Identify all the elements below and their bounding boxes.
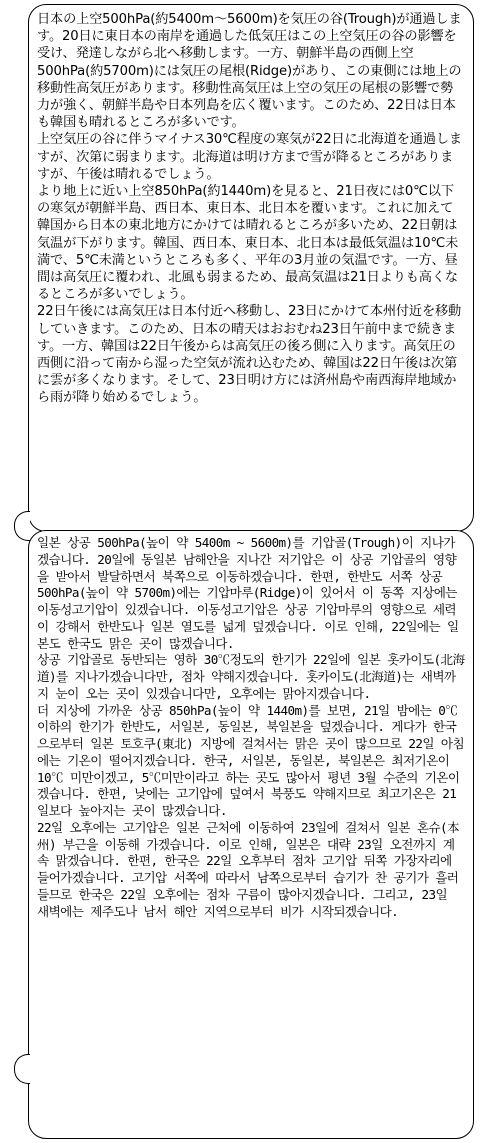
japanese-paragraph-2: 上空気圧の谷に伴うマイナス30℃程度の寒気が22日に北海道を通過しますが、次第に弱まります。北海道は明け方まで雪が降るところがありますが、午後は晴れるでしょう。 xyxy=(37,132,462,182)
korean-text-panel xyxy=(28,530,474,1139)
japanese-paragraph-3: より地上に近い上空850hPa(約1440m)を見ると、21日夜には0℃以下の寒気が朝鮮半島、西日本、東日本、北日本を覆います。これに加えて韓国から日本の東北地方にかけては晴れるところが多いため、22日朝は気温が下がります。韓国、西日本、東日本、北日本は最低気温は10℃未満で、5℃未満というところも多く、平年の3月並の気温です。一方、昼間は高気圧に覆われ、北風も弱まるため、最高気温は21日よりも高くなるところが多いでしょう。 xyxy=(37,184,459,303)
korean-paragraph-4: 22일 오후에는 고기압은 일본 근처에 이동하여 23일에 걸쳐서 일본 혼슈(本州) 부근을 이동해 가겠습니다. 이로 인해, 일본은 대략 23일 오전까지 계속 맑겠습니다. 한편, 한국은 22일 오후부터 점차 고기압 뒤쪽 가장자리에 들어가겠습니다. 고기압 서쪽에 따라서 남쪽으로부터 습기가 찬 공기가 흘러 들므로 한국은 22일 오후에는 점차 구름이 많아지겠습니다. 그리고, 23일 새벽에는 제주도나 남서 해안 지역으로부터 비가 시작되겠습니다. xyxy=(37,819,460,919)
japanese-paragraph-4: 22日午後には高気圧は日本付近へ移動し、23日にかけて本州付近を移動していきます。このため、日本の晴天はおおむね23日午前中まで続きます。一方、韓国は22日午後からは高気圧の後ろ側に入ります。高気圧の西側に沿って南から湿った空気が流れ込むため、韓国は22日午後は次第に雲が多くなります。そして、23日明け方には済州島や南西海岸地域から雨が降り始めるでしょう。 xyxy=(37,304,462,406)
korean-paragraph-2: 상공 기압골로 동반되는 영하 30℃정도의 한기가 22일에 일본 홋카이도(北海道)를 지나가겠습니다만, 점차 약해지겠습니다. 홋카이도(北海道)는 새벽까지 눈이 오는 곳이 있겠습니다만, 오후에는 맑아지겠습니다. xyxy=(37,652,465,701)
japanese-text-panel xyxy=(28,4,474,532)
korean-paragraph-1: 일본 상공 500hPa(높이 약 5400m ~ 5600m)를 기압골(Trough)이 지나가겠습니다. 20일에 동일본 남해안을 지나간 저기압은 이 상공 기압골의 영향을 받아서 발달하면서 북쪽으로 이동하겠습니다. 한편, 한반도 서쪽 상공 500hPa(높이 약 5700m)에는 기압마루(Ridge)이 있어서 이 동쪽 지상에는 이동성고기압이 있겠습니다. 이동성고기압은 상공 기압마루의 영향으로 세력이 강해서 한반도나 일본 열도를 넓게 덮겠습니다. 이로 인해, 22일에는 일본도 한국도 맑은 곳이 많겠습니다. xyxy=(37,535,459,651)
speech-bubble-tab xyxy=(14,1054,30,1084)
speech-bubble-tab xyxy=(14,511,30,541)
japanese-paragraph-1: 日本の上空500hPa(約5400m～5600m)を気圧の谷(Trough)が通過します。20日に東日本の南岸を通過した低気圧はこの上空気圧の谷の影響を受け、発達しながら北へ移動します。一方、朝鮮半島の西側上空500hPa(約5700m)には気圧の尾根(Ridge)があり、この東側には地上の移動性高気圧があります。移動性高気圧は上空の気圧の尾根の影響で勢力が強く、朝鮮半島や日本列島を広く覆います。このため、22日は日本も韓国も晴れるところが多いです。 xyxy=(37,12,462,131)
korean-paragraph-3: 더 지상에 가까운 상공 850hPa(높이 약 1440m)를 보면, 21일 밤에는 0℃이하의 한기가 한반도, 서일본, 동일본, 북일본을 덮겠습니다. 게다가 한국으로부터 일본 토호쿠(東北) 지방에 걸쳐서는 맑은 곳이 많으므로 22일 아침에는 기온이 떨어지겠습니다. 한국, 서일본, 동일본, 북일본은 최저기온이 10℃ 미만이겠고, 5℃미만이라고 하는 곳도 많아서 평년 3월 수준의 기온이겠습니다. 한편, 낮에는 고기압에 덮여서 북풍도 약해지므로 최고기온은 21일보다 높아지는 곳이 많겠습니다. xyxy=(37,702,465,818)
